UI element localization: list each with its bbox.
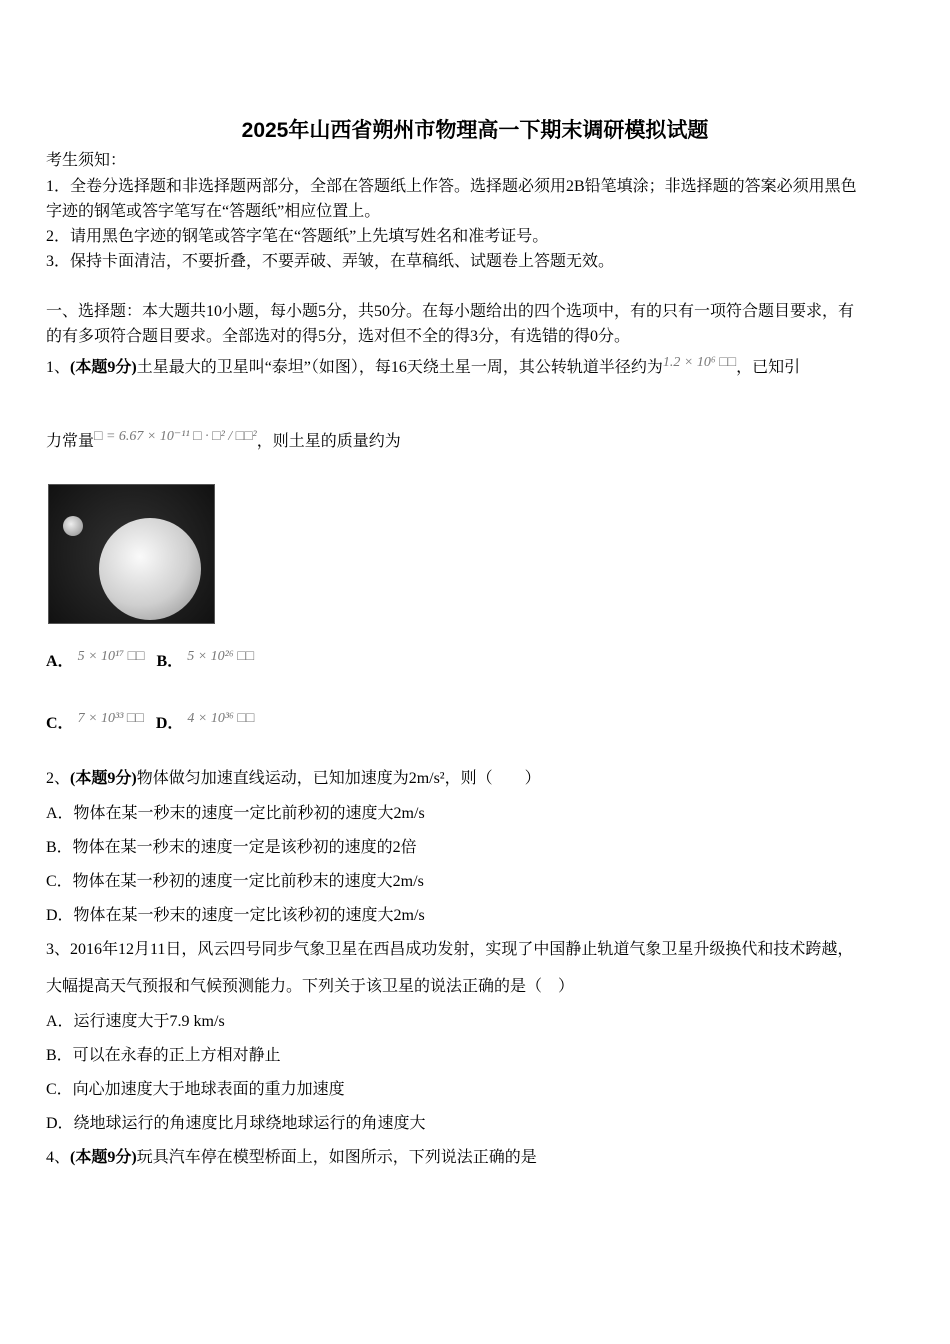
q-score: (本题9分) [70,359,137,376]
notice-heading: 考生须知： [46,152,127,169]
q1-options-ab [46,649,255,673]
option-formula: 4 × 10³⁶ □□ [187,711,255,726]
option: B．可以在永春的正上方相对静止 [46,1047,281,1064]
saturn-planet [99,518,201,620]
q-text: ，已知引 [736,359,801,376]
q-text: ，则土星的质量约为 [256,433,401,450]
section-heading: 的有多项符合题目要求。全部选对的得5分，选对但不全的得3分，有选错的得0分。 [46,328,631,345]
option-label: C． [46,715,74,732]
option: A．运行速度大于7.9 km/s [46,1013,225,1030]
question-1-cont [46,429,401,453]
notice-line: 3．保持卡面清洁，不要折叠，不要弄破、弄皱，在草稿纸、试题卷上答题无效。 [46,253,615,270]
formula-image: □ = 6.67 × 10⁻¹¹ □ · □² / □□² [94,429,257,444]
q-score: (本题9分) [70,1149,137,1166]
notice-line: 字迹的钢笔或答字笔写在“答题纸”相应位置上。 [46,203,381,220]
option-formula: 7 × 10³³ □□ [77,711,144,726]
option: B．物体在某一秒末的速度一定是该秒初的速度的2倍 [46,839,417,856]
notice-line: 1．全卷分选择题和非选择题两部分，全部在答题纸上作答。选择题必须用2B铅笔填涂；非选择题的答案必须用黑色 [46,178,857,195]
question-2 [46,769,541,789]
option: A．物体在某一秒末的速度一定比前秒初的速度大2m/s [46,805,425,822]
q-num: 2、 [46,770,71,787]
q-num: 4、 [46,1149,71,1166]
q1-options-cd [46,711,255,735]
page-title: 2025年山西省朔州市物理高一下期末调研模拟试题 [241,119,709,142]
option-label: A． [46,653,74,670]
question-3: 3、2016年12月11日，风云四号同步气象卫星在西昌成功发射，实现了中国静止轨道气象卫星升级换代和技术跨越， [46,941,854,958]
option: C．向心加速度大于地球表面的重力加速度 [46,1081,345,1098]
question-4 [46,1148,537,1168]
question-1 [46,355,801,379]
saturn-titan-image [48,484,215,624]
option-label: D． [155,715,184,732]
titan-moon [63,516,83,536]
q-text: 土星最大的卫星叫“泰坦”（如图），每16天绕土星一周，其公转轨道半径约为 [136,359,663,376]
option: D．物体在某一秒末的速度一定比该秒初的速度大2m/s [46,907,425,924]
option: D．绕地球运行的角速度比月球绕地球运行的角速度大 [46,1115,426,1132]
q-score: (本题9分) [70,770,137,787]
option-formula: 5 × 10²⁶ □□ [187,649,255,664]
question-3-cont: 大幅提高天气预报和气候预测能力。下列关于该卫星的说法正确的是（ ） [46,978,575,995]
q-text: 玩具汽车停在模型桥面上，如图所示，下列说法正确的是 [136,1149,537,1166]
formula-image: 1.2 × 10⁶ □□ [662,355,737,370]
option-label: B． [156,653,184,670]
option-formula: 5 × 10¹⁷ □□ [77,649,145,664]
q-num: 1、 [46,359,71,376]
q-text: 物体做匀加速直线运动，已知加速度为2m/s²，则（ ） [136,770,541,787]
q-text: 力常量 [46,433,95,450]
section-heading: 一、选择题：本大题共10小题，每小题5分，共50分。在每小题给出的四个选项中，有的只有一项符合题目要求，有 [46,303,855,320]
notice-line: 2．请用黑色字迹的钢笔或答字笔在“答题纸”上先填写姓名和准考证号。 [46,228,549,245]
option: C．物体在某一秒初的速度一定比前秒末的速度大2m/s [46,873,424,890]
